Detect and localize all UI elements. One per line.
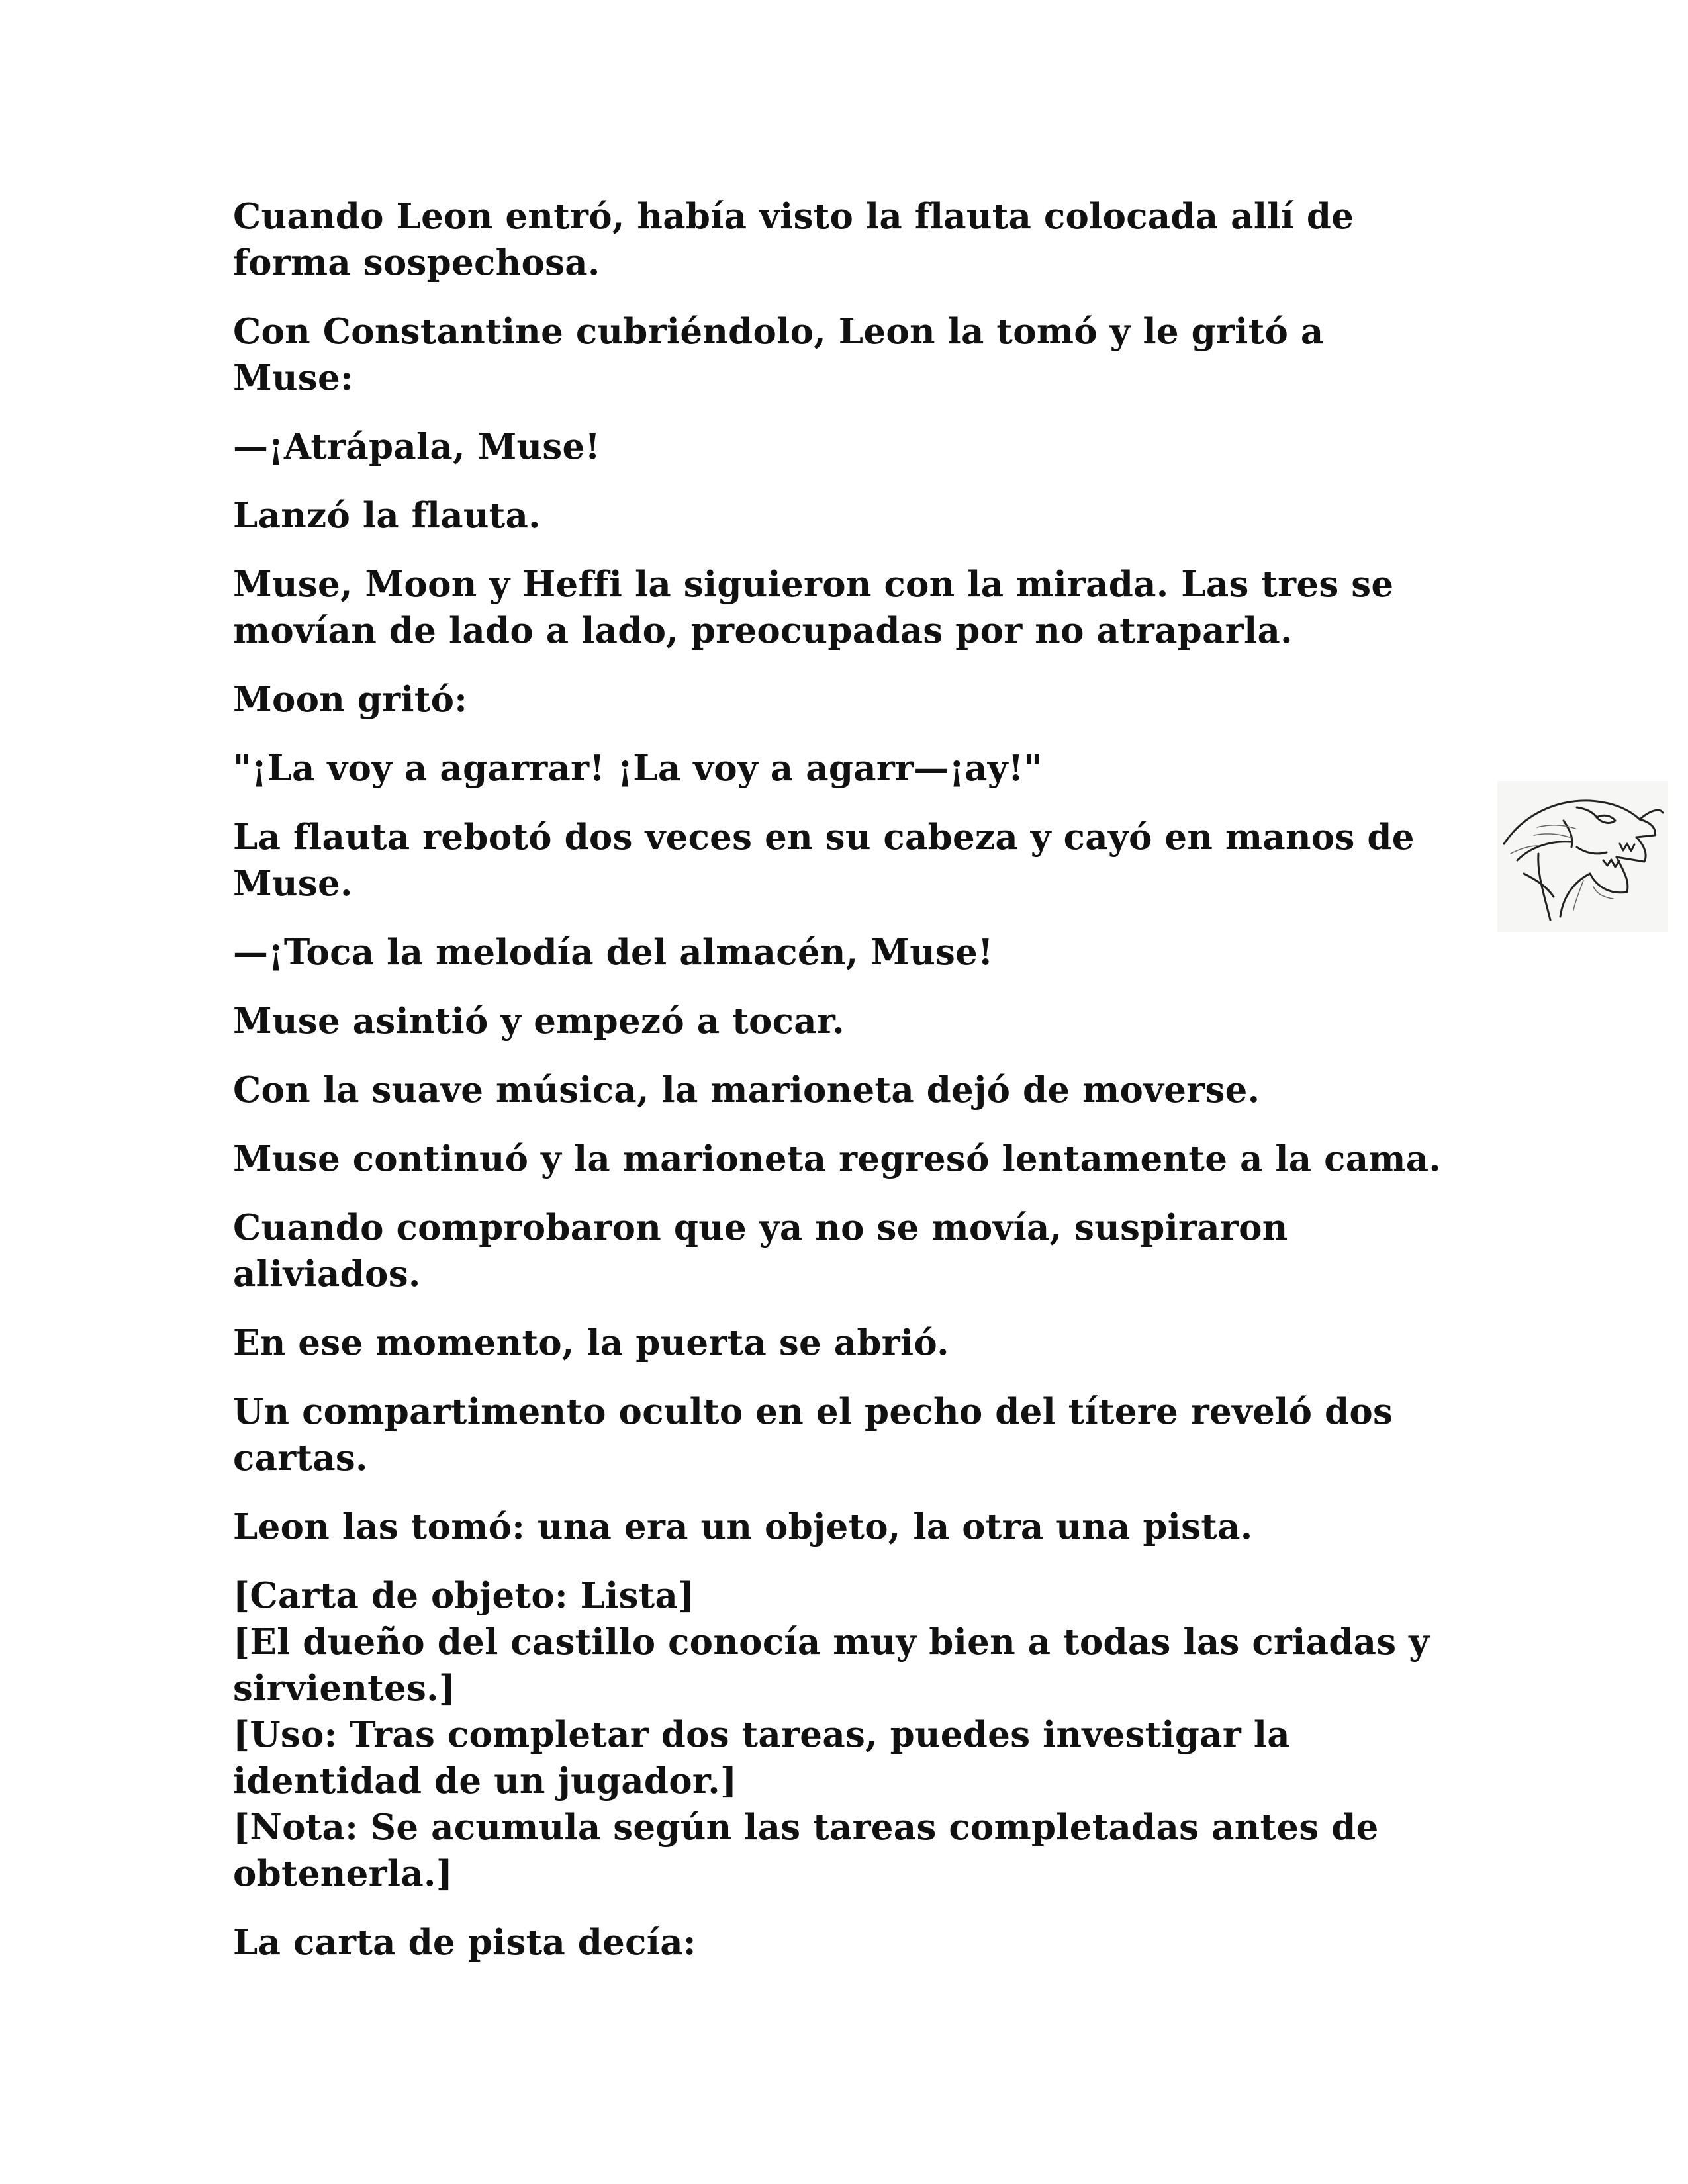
paragraph: Leon las tomó: una era un objeto, la otra una pista. xyxy=(233,1506,1253,1547)
paragraph: Con la suave música, la marioneta dejó de moverse. xyxy=(233,1069,1260,1111)
item-card-description: [El dueño del castillo conocía muy bien a todas las criadas y sirvientes.] xyxy=(233,1621,1430,1709)
paragraph: Cuando Leon entró, había visto la flauta colocada allí de forma sospechosa. xyxy=(233,196,1354,283)
paragraph: En ese momento, la puerta se abrió. xyxy=(233,1322,949,1363)
paragraph: "¡La voy a agarrar! ¡La voy a agarr—¡ay!" xyxy=(233,748,1043,789)
paragraph: Un compartimento oculto en el pecho del títere reveló dos cartas. xyxy=(233,1391,1393,1479)
paragraph: Muse, Moon y Heffi la siguieron con la mirada. Las tres se movían de lado a lado, preocupadas por no atraparla. xyxy=(233,564,1394,651)
paragraph: —¡Atrápala, Muse! xyxy=(233,426,601,467)
story-text xyxy=(233,193,1444,1988)
item-card-usage: [Uso: Tras completar dos tareas, puedes investigar la identidad de un jugador.] xyxy=(233,1714,1290,1801)
closing-line: La carta de pista decía: xyxy=(233,1922,696,1963)
item-card-title: [Carta de objeto: Lista] xyxy=(233,1575,695,1616)
paragraph: —¡Toca la melodía del almacén, Muse! xyxy=(233,932,994,973)
item-card-text xyxy=(233,1572,1444,1897)
item-card-note: [Nota: Se acumula según las tareas completadas antes de obtenerla.] xyxy=(233,1807,1379,1894)
paragraph: La flauta rebotó dos veces en su cabeza y cayó en manos de Muse. xyxy=(233,817,1415,904)
paragraph: Moon gritó: xyxy=(233,679,468,720)
dinosaur-sketch-icon xyxy=(1497,781,1668,932)
paragraph: Lanzó la flauta. xyxy=(233,495,541,536)
paragraph: Muse asintió y empezó a tocar. xyxy=(233,1001,845,1042)
paragraph: Con Constantine cubriéndolo, Leon la tomó y le gritó a Muse: xyxy=(233,311,1324,398)
paragraph: Cuando comprobaron que ya no se movía, suspiraron aliviados. xyxy=(233,1207,1288,1295)
paragraph: Muse continuó y la marioneta regresó lentamente a la cama. xyxy=(233,1138,1442,1179)
